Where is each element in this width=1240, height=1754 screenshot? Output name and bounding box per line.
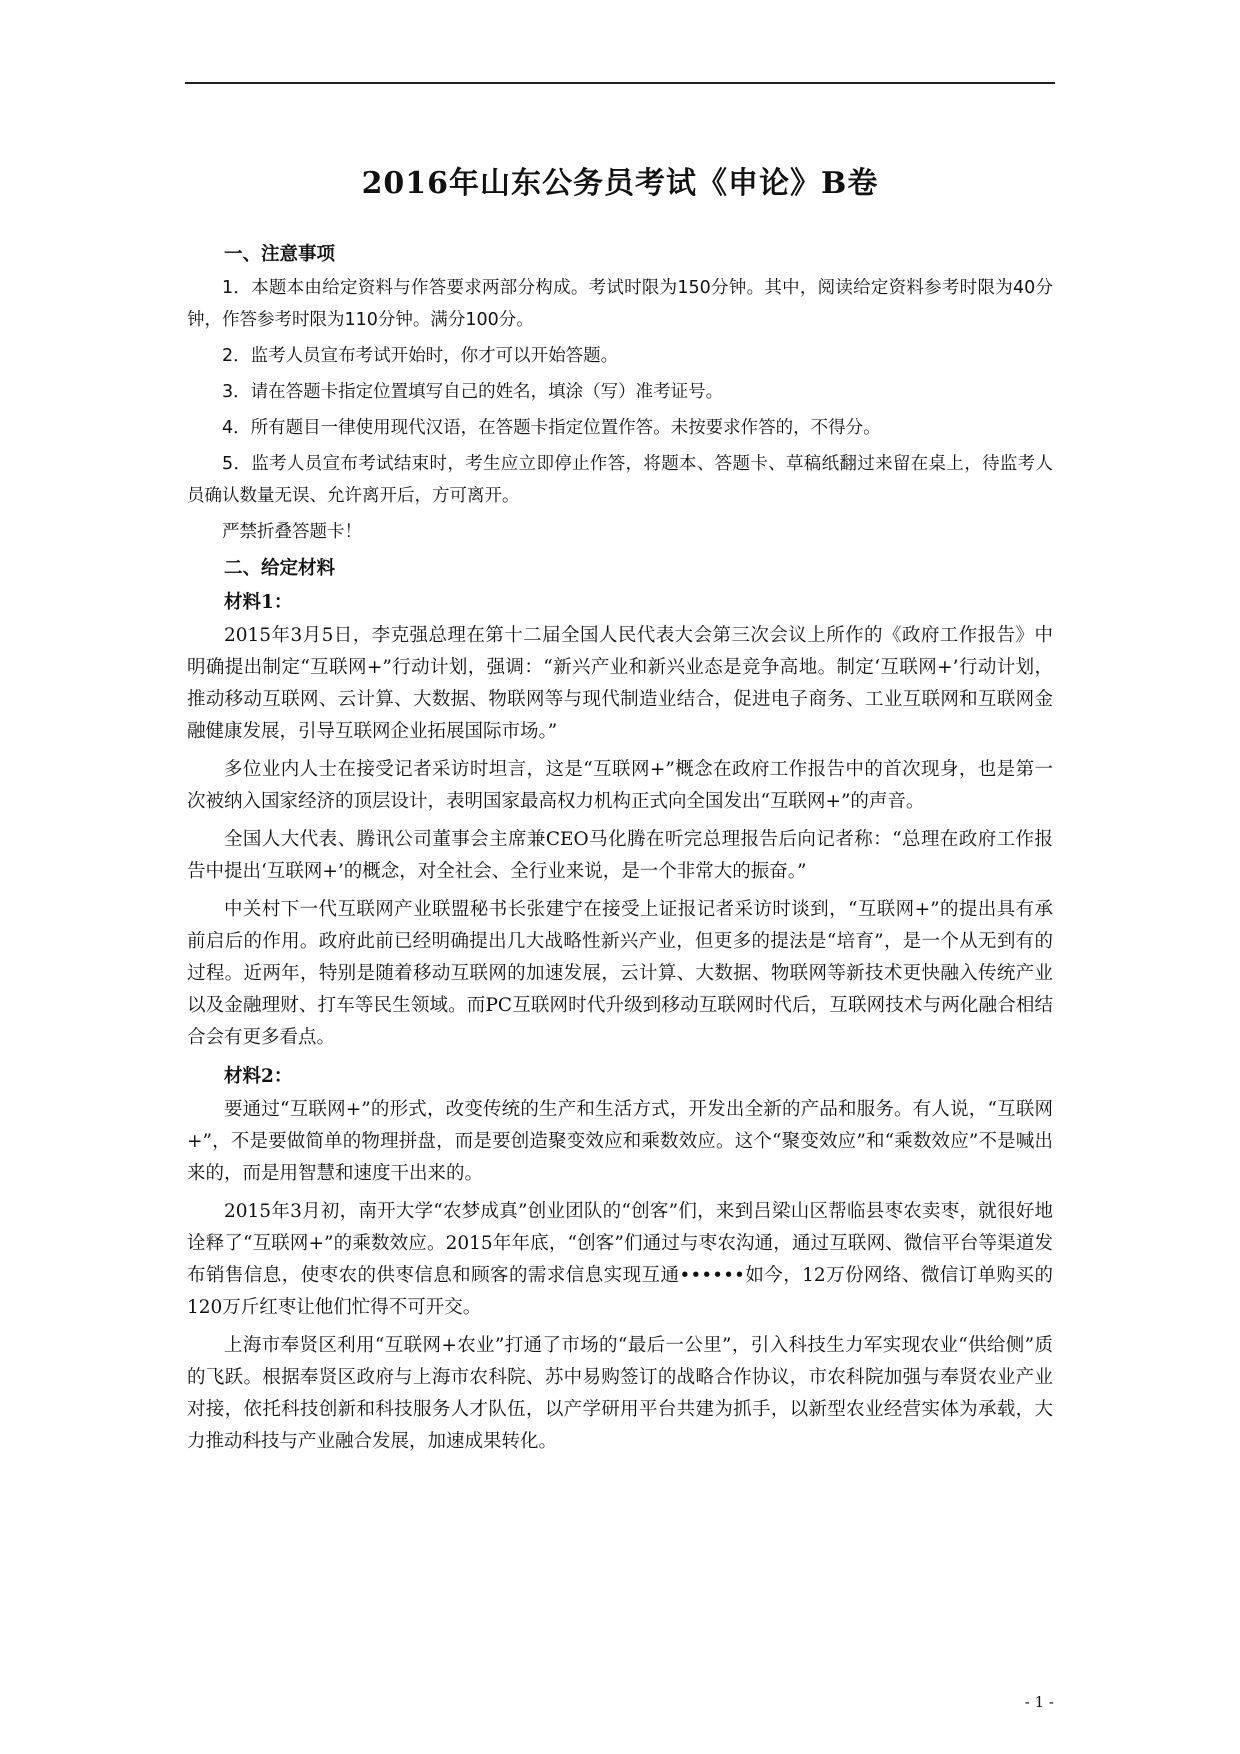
- materials-heading: 二、给定材料: [224, 558, 336, 579]
- notice-item: 2．监考人员宣布考试开始时，你才可以开始答题。: [222, 346, 619, 366]
- header-rule: [185, 82, 1055, 84]
- notice-item: 5．监考人员宣布考试结束时，考生应立即停止作答，将题本、答题卡、草稿纸翻过来留在桌上，待监考人员确认数量无误、允许离开后，方可离开。: [187, 454, 1053, 506]
- page-number: - 1 -: [1024, 1693, 1054, 1711]
- material-1-paragraph: 2015年3月5日，李克强总理在第十二届全国人民代表大会第三次会议上所作的《政府工作报告》中明确提出制定“互联网+”行动计划，强调：“新兴产业和新兴业态是竞争高地。制定‘互联网+’行动计划，推动移动互联网、云计算、大数据、物联网等与现代制造业结合，促进电子商务、工业互联网和互联网金融健康发展，引导互联网企业拓展国际市场。”: [187, 625, 1053, 742]
- notice-item: 1．本题本由给定资料与作答要求两部分构成。考试时限为150分钟。其中，阅读给定资料参考时限为40分钟，作答参考时限为110分钟。满分100分。: [187, 278, 1053, 330]
- material-1-heading: 材料1：: [224, 592, 293, 613]
- material-2-paragraph: 2015年3月初，南开大学“农梦成真”创业团队的“创客”们，来到吕梁山区帮临县枣农卖枣，就很好地诠释了“互联网+”的乘数效应。2015年年底，“创客”们通过与枣农沟通，通过互联网、微信平台等渠道发布销售信息，使枣农的供枣信息和顾客的需求信息实现互通••••••如今，12万份网络、微信订单购买的120万斤红枣让他们忙得不可开交。: [187, 1201, 1053, 1318]
- document-body: [187, 238, 1053, 1464]
- notice-item: 3．请在答题卡指定位置填写自己的姓名，填涂（写）准考证号。: [222, 382, 724, 402]
- notice-warning: 严禁折叠答题卡！: [222, 522, 362, 542]
- page-title: 2016年山东公务员考试《申论》B卷: [361, 166, 879, 201]
- notice-heading: 一、注意事项: [224, 244, 336, 265]
- material-2-paragraph: 要通过“互联网+”的形式，改变传统的生产和生活方式，开发出全新的产品和服务。有人说，“互联网+”，不是要做简单的物理拼盘，而是要创造聚变效应和乘数效应。这个“聚变效应”和“乘数效应”不是喊出来的，而是用智慧和速度干出来的。: [187, 1099, 1053, 1184]
- material-1-paragraph: 全国人大代表、腾讯公司董事会主席兼CEO马化腾在听完总理报告后向记者称：“总理在政府工作报告中提出‘互联网+’的概念，对全社会、全行业来说，是一个非常大的振奋。”: [187, 829, 1053, 882]
- material-2-paragraph: 上海市奉贤区利用“互联网+农业”打通了市场的“最后一公里”，引入科技生力军实现农业“供给侧”质的飞跃。根据奉贤区政府与上海市农科院、苏中易购签订的战略合作协议，市农科院加强与奉贤农业产业对接，依托科技创新和科技服务人才队伍，以产学研用平台共建为抓手，以新型农业经营实体为承载，大力推动科技与产业融合发展，加速成果转化。: [187, 1335, 1053, 1452]
- material-2-heading: 材料2：: [224, 1066, 293, 1087]
- notice-item: 4．所有题目一律使用现代汉语，在答题卡指定位置作答。未按要求作答的，不得分。: [222, 418, 881, 438]
- material-1-paragraph: 中关村下一代互联网产业联盟秘书长张建宁在接受上证报记者采访时谈到，“互联网+”的提出具有承前启后的作用。政府此前已经明确提出几大战略性新兴产业，但更多的提法是“培育”，是一个从无到有的过程。近两年，特别是随着移动互联网的加速发展，云计算、大数据、物联网等新技术更快融入传统产业以及金融理财、打车等民生领域。而PC互联网时代升级到移动互联网时代后，互联网技术与两化融合相结合会有更多看点。: [187, 899, 1053, 1048]
- material-1-paragraph: 多位业内人士在接受记者采访时坦言，这是“互联网+”概念在政府工作报告中的首次现身，也是第一次被纳入国家经济的顶层设计，表明国家最高权力机构正式向全国发出“互联网+”的声音。: [187, 759, 1053, 812]
- notice-list: [187, 272, 1053, 548]
